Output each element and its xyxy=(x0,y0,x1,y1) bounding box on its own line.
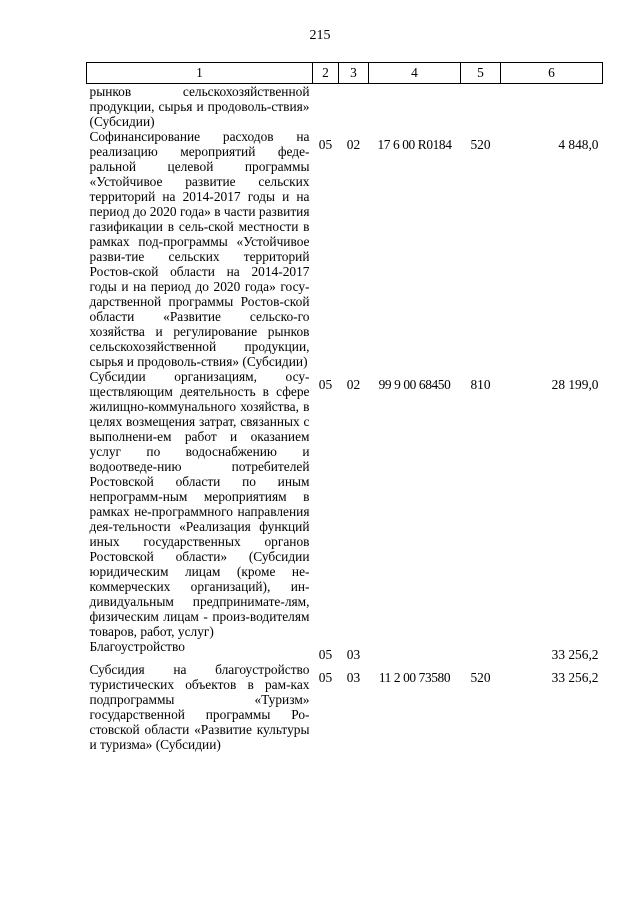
row-target-article: 17 6 00 R0184 xyxy=(377,137,452,152)
row-expense-type: 810 xyxy=(470,377,491,392)
row-amount: 28 199,0 xyxy=(551,377,599,392)
row-expense-type xyxy=(461,639,501,662)
row-subsection: 02 xyxy=(346,377,361,392)
row-section: 05 xyxy=(318,137,333,152)
row-expense-type xyxy=(461,84,501,130)
row-target-article xyxy=(369,639,461,662)
table-row xyxy=(87,129,603,369)
row-amount: 33 256,2 xyxy=(551,670,599,685)
row-subsection: 03 xyxy=(346,647,361,662)
column-header-3: 3 xyxy=(339,63,369,84)
row-expense-type: 520 xyxy=(470,137,491,152)
row-name: рынков сельскохозяйственной продукции, сырья и продоволь-ствия» (Субсидии) xyxy=(89,84,310,129)
row-name: Благоустройство xyxy=(89,639,185,654)
row-section: 05 xyxy=(318,670,333,685)
table-row xyxy=(87,84,603,130)
page-number: 215 xyxy=(309,28,331,43)
row-name: Субсидии организациям, осу-ществляющим деятельность в сфере жилищно-коммунального хозяйства, в целях возмещения затрат, связанных с выполнени-ем работ и оказанием услуг по водоснабжению и водоотведе-нию потребителей Ростовской области по иным непрограмм-ным мероприятиям в рамках не-программного направления дея-тельности «Реализация функций иных государственных органов Ростовской области» (Субсидии юридическим лицам (кроме не-коммерческих организаций), ин-дивидуальным предпринимате-лям, физическим лицам - произ-водителям товаров, работ, услуг) xyxy=(89,369,310,639)
row-target-article xyxy=(369,84,461,130)
row-name: Субсидия на благоустройство туристических объектов в рам-ках подпрограммы «Туризм» государственной программы Ро-стовской области «Развитие культуры и туризма» (Субсидии) xyxy=(89,662,310,752)
row-target-article: 99 9 00 68450 xyxy=(378,377,451,392)
row-amount: 4 848,0 xyxy=(558,137,599,152)
row-subsection: 02 xyxy=(346,137,361,152)
table-row xyxy=(87,639,603,662)
table-header-row xyxy=(87,63,603,84)
column-header-2: 2 xyxy=(313,63,339,84)
row-expense-type: 520 xyxy=(470,670,491,685)
row-amount: 33 256,2 xyxy=(551,647,599,662)
column-header-4: 4 xyxy=(369,63,461,84)
column-header-5: 5 xyxy=(461,63,501,84)
column-header-6: 6 xyxy=(501,63,603,84)
budget-table xyxy=(86,62,603,752)
row-name: Софинансирование расходов на реализацию мероприятий феде-ральной целевой программы «Устойчивое развитие сельских территорий на 2014-2017 годы и на период до 2020 года» в части развития газификации в сель-ской местности в рамках под-программы «Устойчивое разви-тие сельских территорий Ростов-ской области на 2014-2017 годы и на период до 2020 года» госу-дарственной программы Ростов-ской области «Развитие сельско-го хозяйства и регулирование рынков сельскохозяйственной продукции, сырья и продоволь-ствия» (Субсидии) xyxy=(89,129,310,369)
table-row xyxy=(87,369,603,639)
table-row xyxy=(87,662,603,752)
row-target-article: 11 2 00 73580 xyxy=(378,670,451,685)
row-section: 05 xyxy=(318,377,333,392)
row-subsection xyxy=(339,84,369,130)
column-header-1: 1 xyxy=(87,63,313,84)
row-section xyxy=(313,84,339,130)
row-subsection: 03 xyxy=(346,670,361,685)
row-amount xyxy=(501,84,603,130)
row-section: 05 xyxy=(318,647,333,662)
